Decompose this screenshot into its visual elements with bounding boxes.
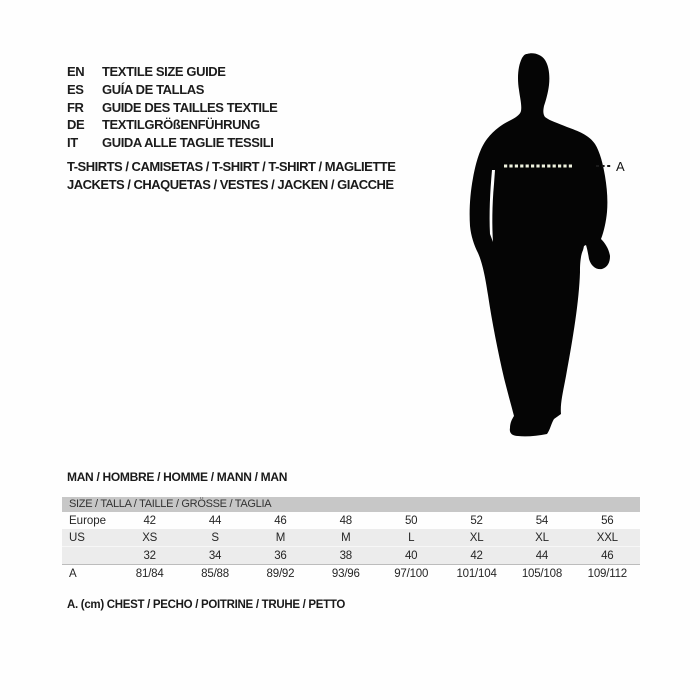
row-label: A: [69, 568, 77, 580]
size-cell: 89/92: [266, 568, 295, 580]
table-row-us-numeric: [62, 546, 640, 564]
size-cell: 81/84: [135, 568, 164, 580]
table-row-chest-cm: [62, 564, 640, 583]
garment-categories: [67, 158, 395, 194]
language-row-es: [67, 81, 277, 99]
size-cell: 101/104: [456, 568, 497, 580]
category-line-tshirts: T-SHIRTS / CAMISETAS / T-SHIRT / T-SHIRT / MAGLIETTE: [67, 159, 396, 174]
size-cell: 109/112: [587, 568, 627, 580]
language-label: GUIDE DES TAILLES TEXTILE: [102, 99, 278, 115]
category-line-jackets: JACKETS / CHAQUETAS / VESTES / JACKEN / GIACCHE: [67, 177, 394, 192]
size-table: [62, 497, 640, 583]
size-cell: 36: [274, 549, 287, 562]
language-list: [67, 63, 277, 151]
size-cell: 40: [404, 549, 418, 562]
language-code: EN: [67, 64, 85, 80]
size-cell: 97/100: [394, 568, 429, 580]
row-label: Europe: [69, 514, 107, 527]
measure-label-a: A: [616, 159, 625, 174]
size-cell: 93/96: [331, 568, 360, 580]
size-cell: 56: [601, 514, 614, 527]
size-cell: XL: [469, 531, 484, 544]
size-cell: 32: [143, 549, 156, 562]
language-code: FR: [67, 99, 84, 115]
table-row-europe: [62, 512, 640, 529]
size-cell: 34: [208, 549, 222, 562]
size-cell: 38: [339, 549, 353, 562]
size-cell: 48: [339, 514, 353, 527]
size-cell: XXL: [596, 531, 618, 544]
man-silhouette: [470, 53, 610, 436]
size-cell: 54: [535, 514, 549, 527]
size-cell: 50: [404, 514, 418, 527]
size-cell: 52: [470, 514, 483, 527]
size-cell: M: [275, 531, 286, 544]
language-label: GUÍA DE TALLAS: [102, 82, 205, 98]
language-code: IT: [67, 135, 78, 151]
measurement-footnote: A. (cm) CHEST / PECHO / POITRINE / TRUHE / PETTO: [67, 599, 346, 611]
size-cell: 85/88: [201, 568, 229, 580]
language-code: ES: [67, 82, 84, 98]
size-table-header: SIZE / TALLA / TAILLE / GRÖSSE / TAGLIA: [62, 497, 640, 512]
section-heading-man: MAN / HOMBRE / HOMME / MANN / MAN: [67, 470, 288, 484]
language-code: DE: [67, 117, 85, 133]
language-label: GUIDA ALLE TAGLIE TESSILI: [102, 135, 274, 151]
size-cell: 105/108: [521, 568, 563, 580]
row-label: US: [69, 531, 85, 544]
language-label: TEXTILGRÖßENFÜHRUNG: [102, 117, 260, 133]
size-cell: XS: [142, 531, 158, 544]
size-cell: 46: [601, 549, 614, 562]
language-row-en: [67, 63, 277, 81]
language-row-it: [67, 134, 277, 152]
table-row-us: [62, 529, 640, 546]
man-silhouette-figure: [440, 40, 670, 460]
size-cell: 44: [535, 549, 549, 562]
size-cell: M: [341, 531, 351, 544]
language-row-fr: [67, 98, 277, 116]
language-label: TEXTILE SIZE GUIDE: [102, 64, 226, 80]
size-cell: S: [211, 531, 219, 544]
size-cell: 42: [143, 514, 156, 527]
language-row-de: [67, 116, 277, 134]
size-cell: XL: [535, 531, 549, 544]
size-cell: 42: [470, 549, 483, 562]
size-cell: 46: [274, 514, 287, 527]
size-cell: L: [408, 531, 415, 544]
size-cell: 44: [208, 514, 222, 527]
